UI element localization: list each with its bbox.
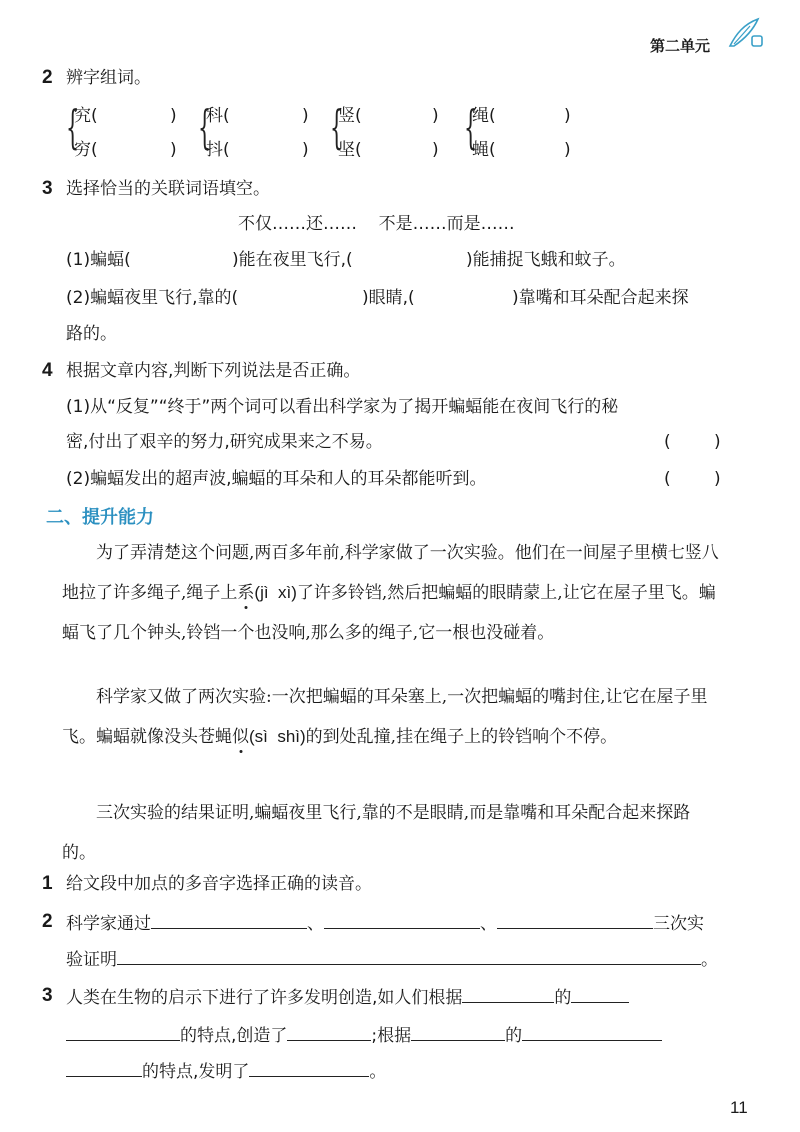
paren-close: ) (564, 140, 571, 160)
answer-blank[interactable] (411, 1022, 505, 1041)
passage-paragraph: 为了弄清楚这个问题,两百多年前,科学家做了一次实验。他们在一间屋子里横七竖八地拉了许多绳子,绳子上系(jì xì)了许多铃铛,然后把蝙蝠的眼睛蒙上,让它在屋子里飞。蝙蝠飞了几个钟头,铃铛一个也没响,那么多的绳子,它一根也没碰着。 (62, 543, 719, 643)
question-number: 3 (42, 178, 53, 199)
word-pair-top: 绳( (472, 106, 496, 126)
question-number: 2 (42, 67, 53, 88)
word-pair-bottom: 坚( (338, 140, 362, 160)
word-pair-bottom: 穷( (74, 140, 98, 160)
answer-blank[interactable] (66, 1022, 180, 1041)
question-text: 的特点,创造了 ;根据 的 (66, 1022, 662, 1048)
question-text: 人类在生物的启示下进行了许多发明创造,如人们根据 的 (66, 984, 629, 1010)
page-number: 11 (730, 1098, 748, 1117)
answer-blank[interactable] (151, 910, 307, 929)
answer-blank[interactable] (249, 1058, 369, 1077)
judge-paren-open: ( (664, 432, 671, 452)
brace: { (464, 100, 478, 154)
item-text: (1)蝙蝠( (66, 250, 131, 270)
question-title: 选择恰当的关联词语填空。 (66, 179, 270, 199)
word-pair-top: 究( (74, 106, 98, 126)
word-pair-top: 竖( (338, 106, 362, 126)
dotted-character: 系 (237, 583, 255, 603)
pinyin: (sì shì) (249, 727, 306, 746)
question-text: 验证明 。 (66, 946, 718, 972)
brace: { (198, 100, 212, 154)
item-text: )能在夜里飞行,( (232, 250, 353, 270)
item-text: 路的。 (66, 324, 117, 344)
paren-close: ) (302, 106, 309, 126)
statement-text: (2)蝙蝠发出的超声波,蝙蝠的耳朵和人的耳朵都能听到。 (66, 469, 487, 489)
dotted-character: 似 (232, 727, 249, 747)
judge-paren-close: ) (714, 469, 721, 489)
question-number: 1 (42, 873, 53, 894)
word-pair-bottom: 抖( (206, 140, 230, 160)
question-title: 根据文章内容,判断下列说法是否正确。 (66, 361, 361, 381)
answer-blank[interactable] (117, 946, 701, 965)
section-title: 二、提升能力 (46, 507, 154, 528)
passage-paragraph: 科学家又做了两次实验:一次把蝙蝠的耳朵塞上,一次把蝙蝠的嘴封住,让它在屋子里飞。蝙蝠就像没头苍蝇似(sì shì)的到处乱撞,挂在绳子上的铃铛响个不停。 (62, 687, 708, 747)
unit-label: 第二单元 (650, 37, 711, 55)
question-number: 3 (42, 985, 53, 1006)
paren-close: ) (564, 106, 571, 126)
answer-blank[interactable] (462, 984, 554, 1003)
question-number: 2 (42, 911, 53, 932)
paren-close: ) (170, 106, 177, 126)
paren-close: ) (432, 140, 439, 160)
statement-text: (1)从“反复”“终于”两个词可以看出科学家为了揭开蝙蝠能在夜间飞行的秘 (66, 397, 619, 417)
brace: { (66, 100, 80, 154)
word-pair-bottom: 蝇( (472, 140, 496, 160)
word-options: 不仅……还…… 不是……而是…… (238, 214, 515, 234)
word-pair-top: 科( (206, 106, 230, 126)
paren-close: ) (170, 140, 177, 160)
question-title: 辨字组词。 (66, 68, 151, 88)
quill-icon (726, 16, 766, 50)
answer-blank[interactable] (497, 910, 653, 929)
answer-blank[interactable] (287, 1022, 371, 1041)
answer-blank[interactable] (571, 984, 629, 1003)
item-text: (2)蝙蝠夜里飞行,靠的( (66, 288, 239, 308)
paren-close: ) (302, 140, 309, 160)
brace: { (330, 100, 344, 154)
item-text: )能捕捉飞蛾和蚊子。 (466, 250, 626, 270)
statement-text: 密,付出了艰辛的努力,研究成果来之不易。 (66, 432, 383, 452)
question-text: 的特点,发明了 。 (66, 1058, 386, 1084)
answer-blank[interactable] (324, 910, 480, 929)
question-title: 给文段中加点的多音字选择正确的读音。 (66, 874, 372, 894)
item-text: )眼睛,( (362, 288, 415, 308)
passage-paragraph: 三次实验的结果证明,蝙蝠夜里飞行,靠的不是眼睛,而是靠嘴和耳朵配合起来探路的。 (62, 803, 691, 863)
pinyin: (jì xì) (254, 583, 297, 602)
answer-blank[interactable] (522, 1022, 662, 1041)
judge-paren-close: ) (714, 432, 721, 452)
answer-blank[interactable] (66, 1058, 142, 1077)
item-text: )靠嘴和耳朵配合起来探 (512, 288, 689, 308)
question-text: 科学家通过 、 、 三次实 (66, 910, 704, 936)
judge-paren-open: ( (664, 469, 671, 489)
question-number: 4 (42, 360, 53, 381)
paren-close: ) (432, 106, 439, 126)
